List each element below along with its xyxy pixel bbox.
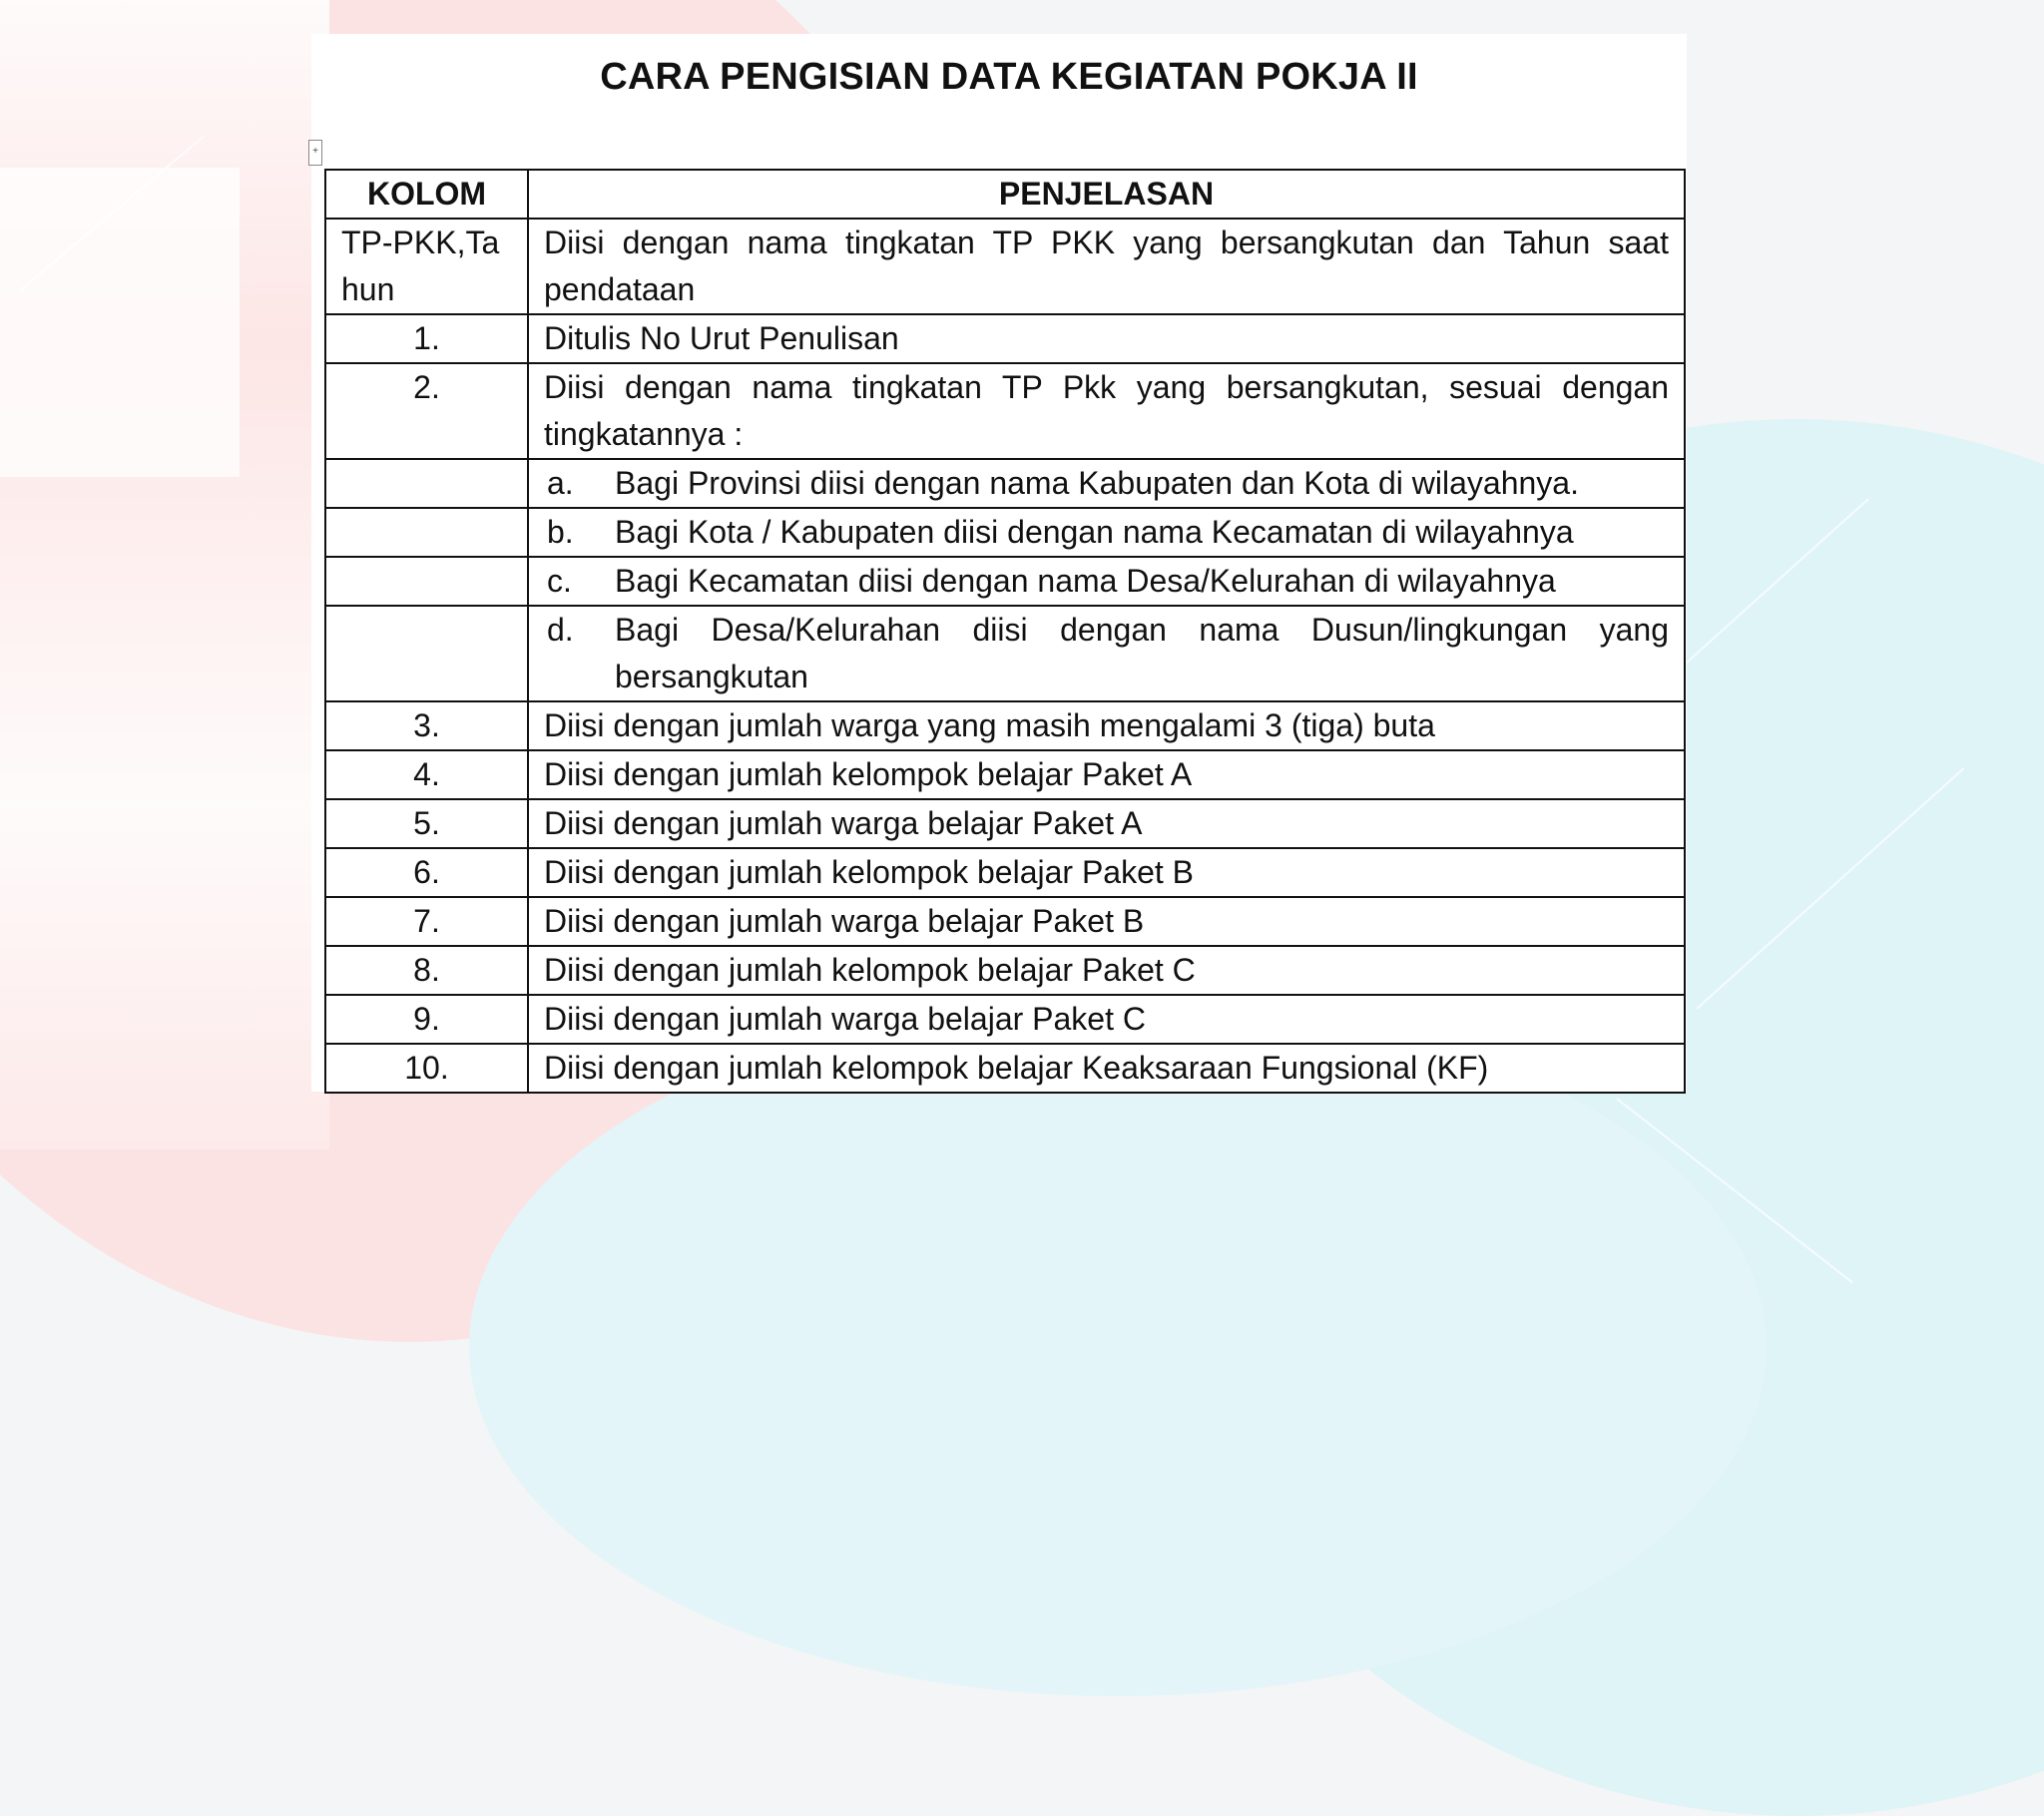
table-row (325, 606, 1685, 701)
table-row (325, 314, 1685, 363)
sub-item-text: Bagi Kecamatan diisi dengan nama Desa/Kelurahan di wilayahnya (615, 563, 1556, 599)
penjelasan-cell: Diisi dengan nama tingkatan TP PKK yang bersangkutan dan Tahun saat pendataan (528, 219, 1685, 314)
sub-item-letter: b. (547, 514, 574, 550)
kolom-cell: 9. (325, 995, 528, 1044)
table-row (325, 946, 1685, 995)
kolom-cell: 10. (325, 1044, 528, 1093)
header-kolom: KOLOM (325, 170, 528, 219)
table-row (325, 508, 1685, 557)
kolom-cell (325, 459, 528, 508)
kolom-cell: 4. (325, 750, 528, 799)
kolom-cell (325, 606, 528, 701)
sub-item-text: Bagi Kota / Kabupaten diisi dengan nama Kecamatan di wilayahnya (615, 514, 1574, 550)
table-row (325, 459, 1685, 508)
penjelasan-cell: Diisi dengan jumlah kelompok belajar Paket B (528, 848, 1685, 897)
penjelasan-cell: Diisi dengan jumlah warga belajar Paket A (528, 799, 1685, 848)
kolom-cell: 8. (325, 946, 528, 995)
sub-item-text: Bagi Provinsi diisi dengan nama Kabupaten dan Kota di wilayahnya. (615, 465, 1579, 501)
background-shape-cyan-bottom (469, 998, 1767, 1696)
penjelasan-cell: Diisi dengan nama tingkatan TP Pkk yang bersangkutan, sesuai dengan tingkatannya : (528, 363, 1685, 459)
penjelasan-cell: Diisi dengan jumlah warga yang masih mengalami 3 (tiga) buta (528, 701, 1685, 750)
kolom-cell: 6. (325, 848, 528, 897)
table-row (325, 750, 1685, 799)
sub-item-cell (528, 606, 1685, 701)
sub-item-text: Bagi Desa/Kelurahan diisi dengan nama Dusun/lingkungan yang bersangkutan (615, 612, 1669, 694)
header-penjelasan: PENJELASAN (528, 170, 1685, 219)
penjelasan-cell: Diisi dengan jumlah kelompok belajar Keaksaraan Fungsional (KF) (528, 1044, 1685, 1093)
table-row (325, 1044, 1685, 1093)
table-row (325, 701, 1685, 750)
table-row (325, 848, 1685, 897)
table-move-handle-icon[interactable]: + (308, 140, 322, 166)
table-header-row (325, 170, 1685, 219)
kolom-cell (325, 557, 528, 606)
penjelasan-cell: Diisi dengan jumlah kelompok belajar Paket C (528, 946, 1685, 995)
sub-item-letter: c. (547, 563, 572, 599)
sub-item-cell (528, 459, 1685, 508)
kolom-cell: 1. (325, 314, 528, 363)
sub-item-cell (528, 557, 1685, 606)
penjelasan-cell: Diisi dengan jumlah kelompok belajar Paket A (528, 750, 1685, 799)
table-row (325, 995, 1685, 1044)
kolom-cell: TP-PKK,Tahun (325, 219, 528, 314)
background-strip (0, 168, 240, 477)
table-row (325, 799, 1685, 848)
sub-item-letter: a. (547, 465, 574, 501)
penjelasan-cell: Ditulis No Urut Penulisan (528, 314, 1685, 363)
kolom-cell: 7. (325, 897, 528, 946)
penjelasan-cell: Diisi dengan jumlah warga belajar Paket C (528, 995, 1685, 1044)
page-title: CARA PENGISIAN DATA KEGIATAN POKJA II (600, 56, 1418, 98)
kolom-cell: 5. (325, 799, 528, 848)
kolom-cell: 3. (325, 701, 528, 750)
table-row (325, 897, 1685, 946)
sub-item-cell (528, 508, 1685, 557)
table-row (325, 557, 1685, 606)
kolom-cell: 2. (325, 363, 528, 459)
sub-item-letter: d. (547, 612, 574, 648)
kolom-cell (325, 508, 528, 557)
instruction-table (324, 169, 1686, 1094)
penjelasan-cell: Diisi dengan jumlah warga belajar Paket B (528, 897, 1685, 946)
table-row (325, 219, 1685, 314)
table-row (325, 363, 1685, 459)
